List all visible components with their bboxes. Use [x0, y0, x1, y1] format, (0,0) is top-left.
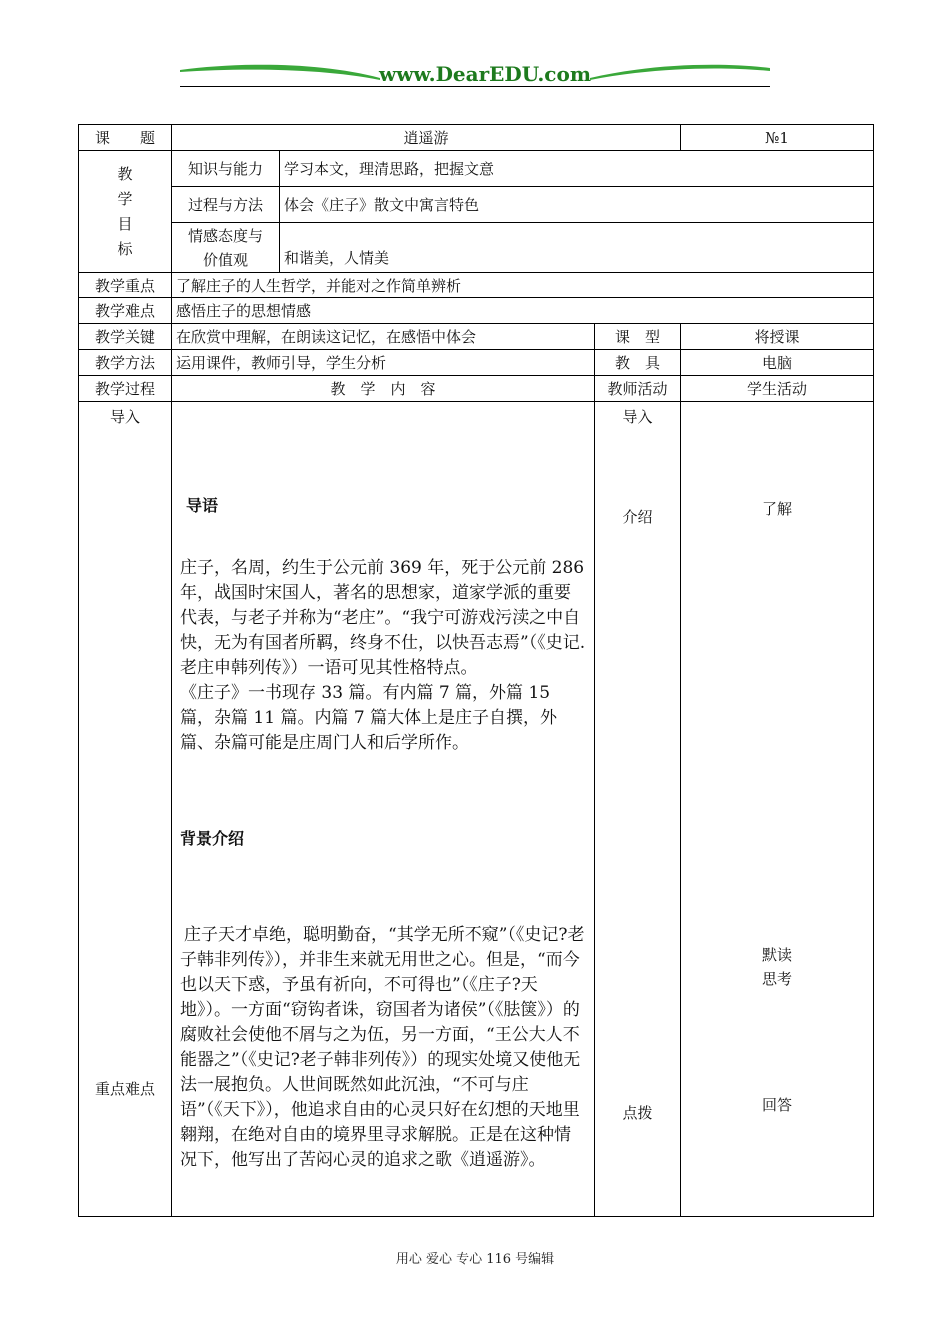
spacer [180, 851, 586, 923]
student-read-silently: 默读 [762, 946, 793, 964]
goal-label-emotion-line2: 价值观 [202, 250, 248, 269]
spacer [180, 756, 586, 826]
teacher-activity-column [595, 402, 681, 1217]
stage-column [79, 402, 172, 1217]
header-rule [180, 86, 770, 87]
type-label: 课 型 [595, 324, 681, 350]
goals-label [79, 151, 172, 273]
student-activity-label: 学生活动 [681, 376, 874, 402]
key-point-label: 教学重点 [79, 273, 172, 298]
content-label: 教 学 内 容 [172, 376, 595, 402]
goal-label-emotion [172, 223, 280, 273]
paragraph-background: 庄子天才卓绝，聪明勤奋，“其学无所不窥”（《史记?老子韩非列传》），并非生来就无用世之心。但是，“而今也以天下惑，予虽有祈向，不可得也”（《庄子?天地》）。一方面“窃钩者诛，窃国者为诸侯”（《胠箧》）的腐败社会使他不屑与之为伍，另一方面，“王公大人不能器之”（《史记?老子韩非列传》）的现实处境又使他无法一展抱负。人世间既然如此沉浊，“不可与庄语”（《天下》），他追求自由的心灵只好在幻想的天地里翱翔，在绝对自由的境界里寻求解脱。正是在这种情况下，他写出了苦闷心灵的追求之歌《逍遥游》。 [180, 925, 585, 1170]
student-activity-column [681, 402, 874, 1217]
logo-right-swoosh [590, 65, 770, 80]
teacher-introduce: 介绍 [622, 508, 653, 526]
content-column [172, 402, 595, 1217]
logo-text: www.DearEDU.com [378, 62, 592, 86]
topic-label: 课 题 [79, 125, 172, 151]
key-label: 教学关键 [79, 324, 172, 350]
goal-value-knowledge: 学习本文，理清思路，把握文意 [280, 151, 874, 187]
stage-intro: 导入 [109, 408, 140, 426]
tool-label: 教 具 [595, 350, 681, 376]
goals-label-char: 目 [117, 214, 133, 233]
topic-value: 逍遥游 [172, 125, 681, 151]
page-footer: 用心 爱心 专心 116 号编辑 [395, 1252, 555, 1267]
key-point-value: 了解庄子的人生哲学，并能对之作简单辨析 [172, 273, 874, 298]
spacer [180, 518, 586, 556]
student-think: 思考 [762, 970, 793, 988]
goals-label-char: 教 [117, 164, 133, 183]
tool-value: 电脑 [681, 350, 874, 376]
goals-label-char: 标 [117, 239, 133, 258]
method-value: 运用课件，教师引导，学生分析 [172, 350, 595, 376]
goal-value-emotion: 和谐美，人情美 [280, 223, 874, 273]
goal-row-process [79, 187, 874, 223]
logo-left-swoosh [180, 65, 380, 80]
process-header-row [79, 376, 874, 402]
difficulty-row [79, 298, 874, 324]
goal-label-process: 过程与方法 [172, 187, 280, 223]
student-understand: 了解 [762, 500, 793, 518]
topic-row [79, 125, 874, 151]
student-answer: 回答 [762, 1096, 793, 1114]
key-value: 在欣赏中理解，在朗读这记忆，在感悟中体会 [172, 324, 595, 350]
goal-label-emotion-line1: 情感态度与 [187, 226, 263, 245]
method-label: 教学方法 [79, 350, 172, 376]
teacher-activity-label: 教师活动 [595, 376, 681, 402]
paragraph-zhuangzi-bio: 庄子，名周，约生于公元前 369 年，死于公元前 286 年，战国时宋国人，著名的思想家，道家学派的重要代表，与老子并称为“老庄”。“我宁可游戏污渎之中自快，无为有国者所羁，终身不仕，以快吾志焉”（《史记. 老庄申韩列传》）一语可见其性格特点。 [180, 558, 586, 678]
key-point-row [79, 273, 874, 298]
goal-row-emotion [79, 223, 874, 273]
section-title-intro: 导语 [186, 496, 219, 515]
goals-label-char: 学 [117, 189, 133, 208]
teacher-hint: 点拨 [622, 1104, 653, 1122]
spacer [180, 445, 586, 493]
process-label: 教学过程 [79, 376, 172, 402]
stage-key-points: 重点难点 [94, 1080, 155, 1098]
type-value: 将授课 [681, 324, 874, 350]
process-body-row [79, 402, 874, 1217]
difficulty-label: 教学难点 [79, 298, 172, 324]
section-title-background: 背景介绍 [180, 829, 245, 848]
teacher-intro: 导入 [622, 408, 653, 426]
goal-value-process: 体会《庄子》散文中寓言特色 [280, 187, 874, 223]
goal-row-knowledge [79, 151, 874, 187]
goal-label-knowledge: 知识与能力 [172, 151, 280, 187]
method-row [79, 350, 874, 376]
paragraph-zhuangzi-book: 《庄子》一书现存 33 篇。有内篇 7 篇，外篇 15 篇，杂篇 11 篇。内篇 7 篇大体上是庄子自撰，外篇、杂篇可能是庄周门人和后学所作。 [180, 683, 558, 753]
lesson-plan-table [78, 124, 874, 1217]
difficulty-value: 感悟庄子的思想情感 [172, 298, 874, 324]
key-row [79, 324, 874, 350]
lesson-number: №1 [681, 125, 874, 151]
